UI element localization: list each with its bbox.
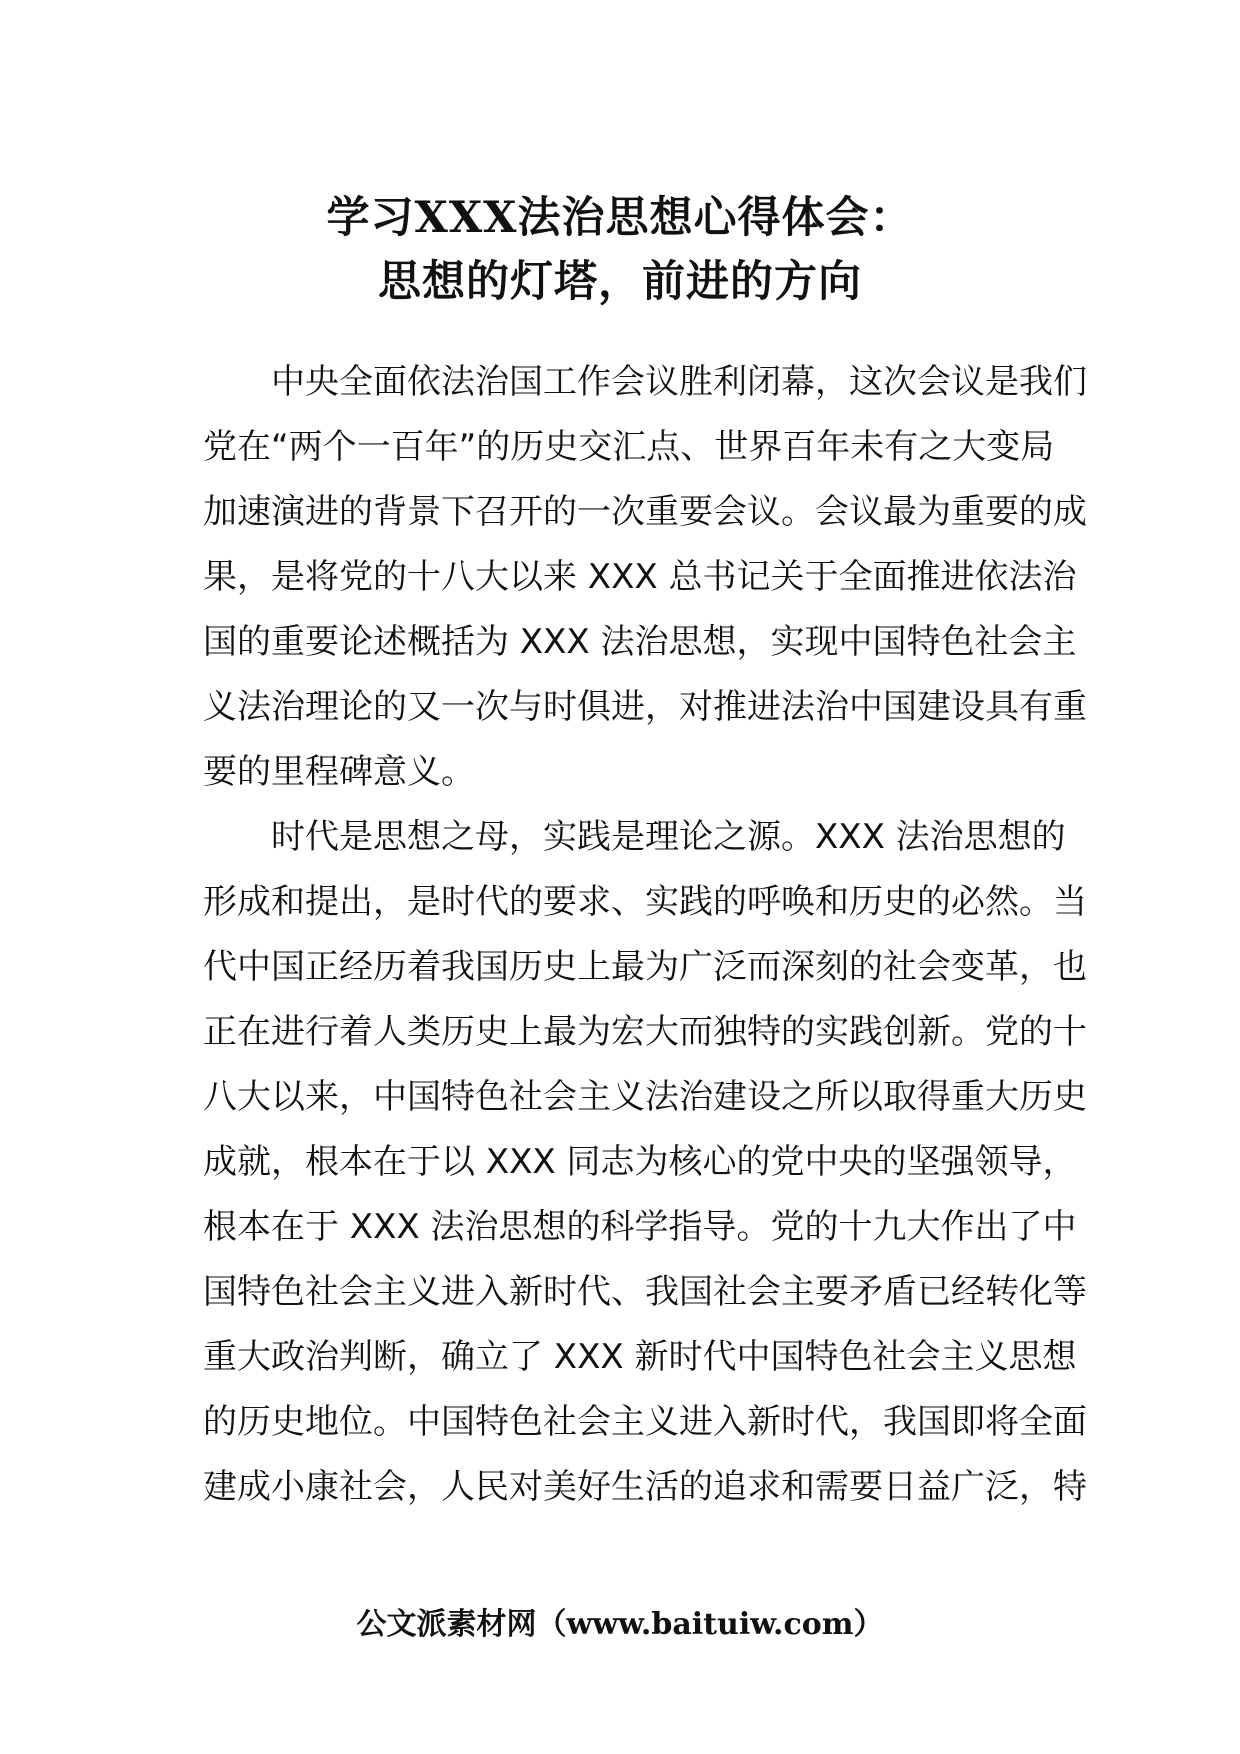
text-line: 国的重要论述概括为 XXX 法治思想，实现中国特色社会主 xyxy=(203,622,1077,662)
paragraph-1 xyxy=(203,350,1087,805)
text-line: 八大以来，中国特色社会主义法治建设之所以取得重大历史 xyxy=(203,1077,1087,1117)
text-line: 党在“两个一百年”的历史交汇点、世界百年未有之大变局 xyxy=(203,427,1055,467)
text-line: 的历史地位。中国特色社会主义进入新时代，我国即将全面 xyxy=(203,1402,1087,1442)
text-line: 中央全面依法治国工作会议胜利闭幕，这次会议是我们 xyxy=(271,362,1087,402)
text-line: 重大政治判断，确立了 XXX 新时代中国特色社会主义思想 xyxy=(203,1337,1077,1377)
text-line: 根本在于 XXX 法治思想的科学指导。党的十九大作出了中 xyxy=(203,1207,1077,1247)
title-line-2: 思想的灯塔，前进的方向 xyxy=(378,257,862,307)
page-footer: 公文派素材网（www.baituiw.com） xyxy=(356,1607,884,1642)
text-line: 时代是思想之母，实践是理论之源。XXX 法治思想的 xyxy=(271,817,1066,857)
text-line: 代中国正经历着我国历史上最为广泛而深刻的社会变革，也 xyxy=(203,947,1087,987)
text-line: 正在进行着人类历史上最为宏大而独特的实践创新。党的十 xyxy=(203,1012,1087,1052)
title-line-1: 学习XXX法治思想心得体会： xyxy=(326,193,914,243)
text-line: 义法治理论的又一次与时俱进，对推进法治中国建设具有重 xyxy=(203,687,1087,727)
text-line: 要的里程碑意义。 xyxy=(203,752,475,792)
document-title xyxy=(0,186,1240,314)
paragraph-2 xyxy=(203,805,1087,1520)
text-line: 形成和提出，是时代的要求、实践的呼唤和历史的必然。当 xyxy=(203,882,1087,922)
text-line: 成就，根本在于以 XXX 同志为核心的党中央的坚强领导， xyxy=(203,1142,1077,1182)
document-body xyxy=(203,350,1087,1520)
text-line: 加速演进的背景下召开的一次重要会议。会议最为重要的成 xyxy=(203,492,1087,532)
text-line: 建成小康社会，人民对美好生活的追求和需要日益广泛，特 xyxy=(203,1467,1087,1507)
text-line: 果，是将党的十八大以来 XXX 总书记关于全面推进依法治 xyxy=(203,557,1077,597)
text-line: 国特色社会主义进入新时代、我国社会主要矛盾已经转化等 xyxy=(203,1272,1087,1312)
